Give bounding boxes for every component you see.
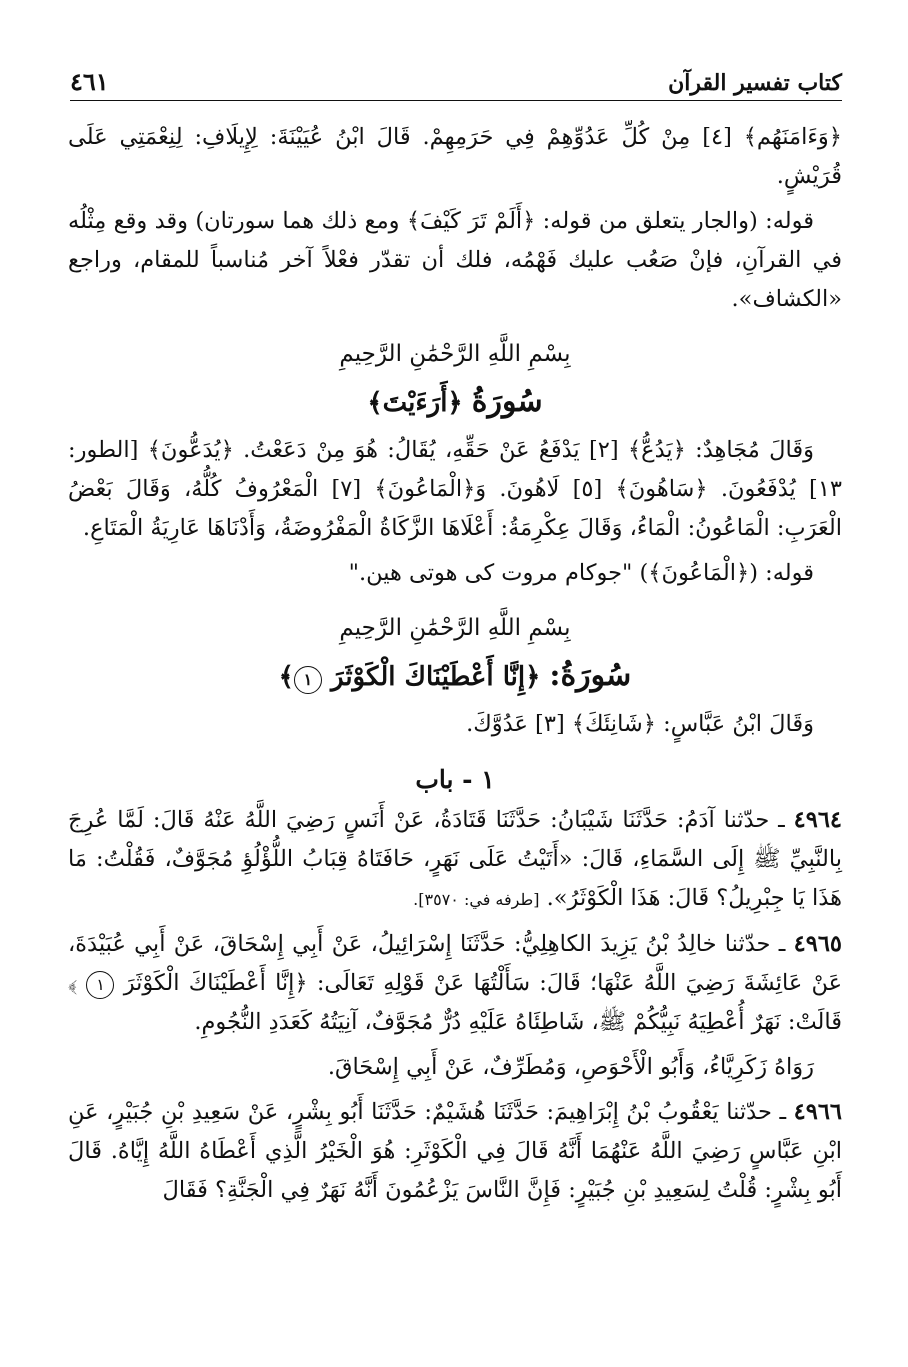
narration-note: رَوَاهُ زَكَرِيَّاءُ، وَأَبُو الْأَحْوَصِ، وَمُطَرِّفٌ، عَنْ أَبِي إِسْحَاقَ. <box>327 1054 814 1080</box>
hadith-number: ٤٩٦٤ <box>793 807 842 833</box>
page-body <box>68 118 842 1216</box>
basmala-heading: بِسْمِ اللَّهِ الرَّحْمَٰنِ الرَّحِيمِ <box>339 615 571 641</box>
hadith-number: ٤٩٦٦ <box>793 1099 842 1125</box>
hadith-text: ـ حدّثنا خالِدُ بْنُ يَزِيدَ الكاهِلِيُّ: حَدَّثَنَا إِسْرَائِيلُ، عَنْ أَبِي إِسْحَاقَ، عَنْ أَبِي عُبَيْدَةَ، عَنْ عَائِشَةَ رَضِيَ اللَّهُ عَنْهَا؛ قَالَ: سَأَلْتُهَا عَنْ قَوْلِهِ تَعَالَى: ﴿إِنَّا أَعْطَيْنَاكَ الْكَوْثَرَ <box>68 931 843 996</box>
commentary-paragraph: قوله: (والجار يتعلق من قوله: ﴿أَلَمْ تَرَ كَيْفَ﴾ ومع ذلك هما سورتان) وقد وقع مِثْلُه في القرآنِ، فإنْ صَعُب عليك فَهْمُه، فلك أن تقدّر فعْلاً آخر مُناسباً للمقام، وراجع «الكشاف». <box>68 208 842 312</box>
paragraph-mujahid: وَقَالَ مُجَاهِدٌ: ﴿يَدُعُّ﴾ [٢] يَدْفَعُ عَنْ حَقِّهِ، يُقَالُ: هُوَ مِنْ دَعَعْتُ. ﴿يُدَعُّونَ﴾ [الطور: ١٣] يُدْفَعُونَ. ﴿سَاهُونَ﴾ [٥] لَاهُونَ. وَ﴿الْمَاعُونَ﴾ [٧] الْمَعْرُوفُ كُلُّهُ، وَقَالَ بَعْضُ الْعَرَبِ: الْمَاعُونُ: الْمَاءُ، وَقَالَ عِكْرِمَةُ: أَعْلَاهَا الزَّكَاةُ الْمَفْرُوضَةُ، وَأَدْنَاهَا عَارِيَةُ الْمَتَاعِ. <box>68 437 842 541</box>
hadith-text-cont: ﴾ قَالَتْ: نَهَرٌ أُعْطِيَهُ نَبِيُّكُمْ ﷺ، شَاطِئَاهُ عَلَيْهِ دُرٌّ مُجَوَّفٌ، آنِيَتُهُ كَعَدَدِ النُّجُومِ. <box>68 970 842 1035</box>
book-title: كتاب تفسير القرآن <box>668 70 842 96</box>
basmala-heading: بِسْمِ اللَّهِ الرَّحْمَٰنِ الرَّحِيمِ <box>339 341 571 367</box>
paragraph-ibn-uyaynah: ﴿وَءَامَنَهُم﴾ [٤] مِنْ كُلِّ عَدُوِّهِمْ فِي حَرَمِهِمْ. قَالَ ابْنُ عُيَيْنَةَ: لِإِيلَافِ: لِنِعْمَتِي عَلَى قُرَيْشٍ. <box>68 124 842 189</box>
hadith-4966 <box>68 1093 842 1210</box>
surah-name-close: ﴾ <box>278 662 294 692</box>
surah-name: ﴿أَرَءَيْتَ﴾ <box>367 388 463 418</box>
paragraph-ibn-abbas: وَقَالَ ابْنُ عَبَّاسٍ: ﴿شَانِئَكَ﴾ [٣] عَدُوَّكَ. <box>466 711 814 737</box>
page-number: ٤٦١ <box>70 67 109 96</box>
cross-reference: [طرفه في: ٣٥٧٠]. <box>413 890 540 909</box>
surah-name: ﴿إِنَّا أَعْطَيْنَاكَ الْكَوْثَرَ <box>330 662 541 692</box>
surah-label: سُورَةُ: <box>549 658 632 693</box>
surah-title-maun <box>68 382 842 423</box>
hadith-text: ـ حدّثنا آدَمُ: حَدَّثَنَا شَيْبَانُ: حَدَّثَنَا قَتَادَةُ، عَنْ أَنَسٍ رَضِيَ اللَّهُ عَنْهُ قَالَ: لَمَّا عُرِجَ بِالنَّبِيِّ ﷺ إِلَى السَّمَاءِ، قَالَ: «أَتَيْتُ عَلَى نَهَرٍ، حَافَتَاهُ قِبَابُ اللُّؤْلُؤِ مُجَوَّفٌ، فَقُلْتُ: مَا هَذَا يَا جِبْرِيلُ؟ قَالَ: هَذَا الْكَوْثَرُ». <box>68 807 842 911</box>
hadith-4964 <box>68 801 842 919</box>
surah-title-kawthar <box>68 656 842 697</box>
hadith-4965 <box>68 925 842 1042</box>
chapter-heading: ١ - باب <box>415 765 495 794</box>
surah-label: سُورَةُ <box>471 384 543 419</box>
hadith-text: ـ حدّثنا يَعْقُوبُ بْنُ إِبْرَاهِيمَ: حَدَّثَنَا هُشَيْمٌ: حَدَّثَنَا أَبُو بِشْرٍ، عَنْ سَعِيدِ بْنِ جُبَيْرٍ، عَنِ ابْنِ عَبَّاسٍ رَضِيَ اللَّهُ عَنْهُمَا أَنَّهُ قَالَ فِي الْكَوْثَرِ: هُوَ الْخَيْرُ الَّذِي أَعْطَاهُ اللَّهُ إِيَّاهُ. قَالَ أَبُو بِشْرٍ: قُلْتُ لِسَعِيدِ بْنِ جُبَيْرٍ: فَإِنَّ النَّاسَ يَزْعُمُونَ أَنَّهُ نَهَرٌ فِي الْجَنَّةِ؟ فَقَالَ <box>68 1099 842 1203</box>
commentary-maun: قوله: (﴿الْمَاعُونَ﴾) "جوكام مروت كى هوتى هين." <box>348 560 814 586</box>
page-header <box>70 58 842 101</box>
ayah-number-marker: ١ <box>294 666 322 694</box>
hadith-number: ٤٩٦٥ <box>793 931 842 957</box>
ayah-number-marker: ١ <box>86 971 114 999</box>
